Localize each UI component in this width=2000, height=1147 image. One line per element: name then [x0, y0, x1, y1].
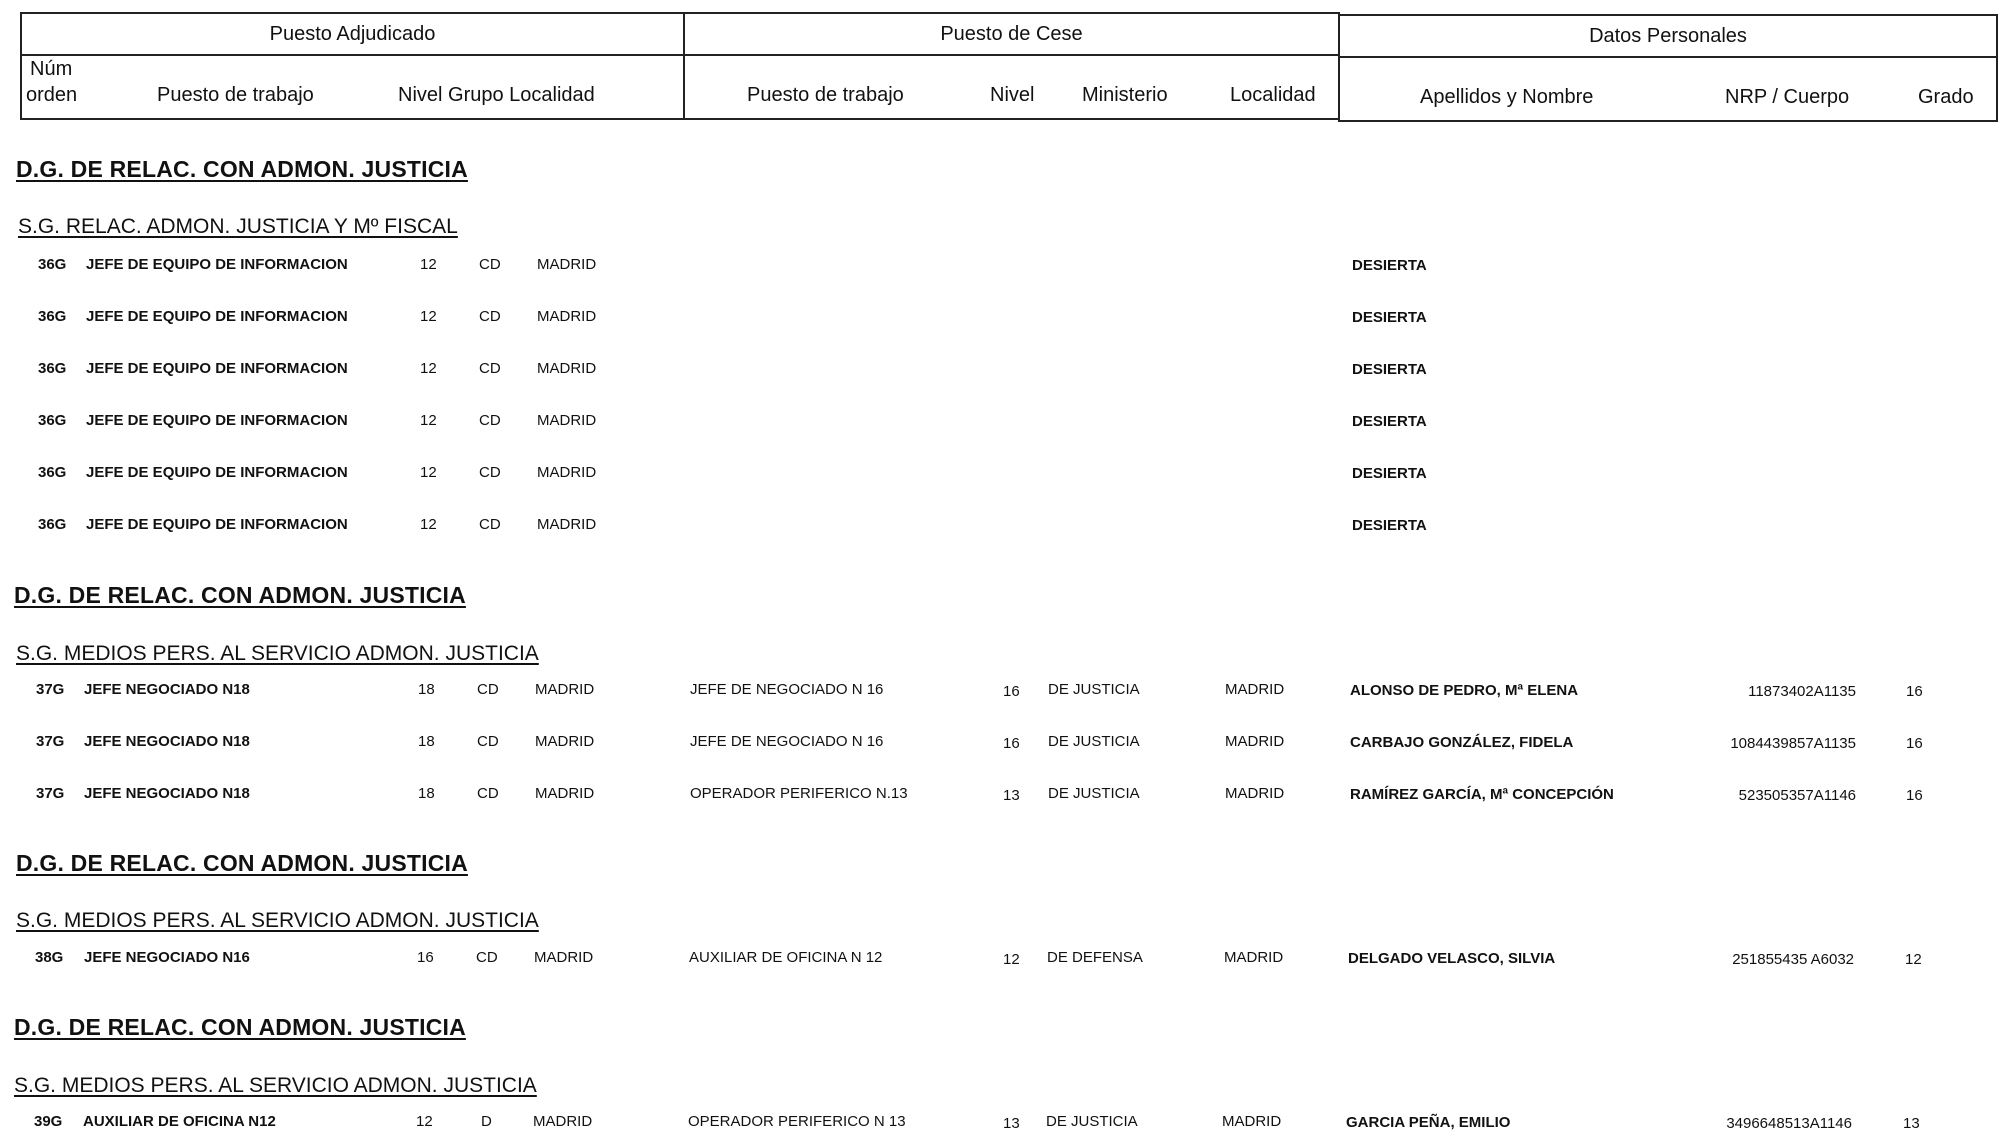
col-apellidos-nombre: Apellidos y Nombre — [1420, 86, 1594, 108]
apellidos-nombre: DESIERTA — [1352, 465, 1427, 482]
cese-nivel: 13 — [1003, 787, 1020, 804]
cese-puesto: OPERADOR PERIFERICO N 13 — [688, 1113, 906, 1130]
localidad: MADRID — [537, 412, 597, 429]
nivel: 12 — [420, 360, 437, 377]
puesto: JEFE DE EQUIPO DE INFORMACION — [86, 412, 348, 429]
nrp-cuerpo: 251855435 A6032 — [1732, 951, 1854, 968]
grupo: CD — [479, 308, 501, 325]
nrp-cuerpo: 523505357A1146 — [1738, 787, 1856, 804]
nivel: 12 — [420, 464, 437, 481]
puesto: JEFE NEGOCIADO N18 — [84, 681, 250, 698]
puesto: AUXILIAR DE OFICINA N12 — [83, 1113, 276, 1130]
localidad: MADRID — [533, 1113, 593, 1130]
grado: 12 — [1905, 951, 1922, 968]
cese-nivel: 13 — [1003, 1115, 1020, 1132]
num-orden: 36G — [38, 360, 67, 377]
apellidos-nombre: DESIERTA — [1352, 413, 1427, 430]
col-cese-nivel: Nivel — [990, 84, 1035, 106]
cese-nivel: 16 — [1003, 735, 1020, 752]
grado: 13 — [1903, 1115, 1920, 1132]
section-dg-title: D.G. DE RELAC. CON ADMON. JUSTICIA — [14, 1014, 466, 1040]
section-sg-title: S.G. MEDIOS PERS. AL SERVICIO ADMON. JUSTICIA — [16, 642, 539, 665]
num-orden: 36G — [38, 412, 67, 429]
cese-ministerio: DE JUSTICIA — [1048, 681, 1140, 698]
col-cese-puesto-trabajo: Puesto de trabajo — [747, 84, 904, 106]
apellidos-nombre: DESIERTA — [1352, 361, 1427, 378]
grupo: CD — [479, 464, 501, 481]
cese-ministerio: DE JUSTICIA — [1048, 785, 1140, 802]
localidad: MADRID — [537, 256, 597, 273]
header-group-puesto-adjudicado — [20, 12, 685, 120]
cese-puesto: OPERADOR PERIFERICO N.13 — [690, 785, 908, 802]
localidad: MADRID — [537, 464, 597, 481]
col-cese-ministerio: Ministerio — [1082, 84, 1168, 106]
apellidos-nombre: RAMÍREZ GARCÍA, Mª CONCEPCIÓN — [1350, 786, 1614, 803]
puesto: JEFE DE EQUIPO DE INFORMACION — [86, 360, 348, 377]
group-title-puesto-cese: Puesto de Cese — [685, 14, 1338, 56]
col-nivel-grupo-localidad: Nivel Grupo Localidad — [398, 84, 595, 106]
num-orden: 36G — [38, 464, 67, 481]
grupo: CD — [476, 949, 498, 966]
grupo: CD — [477, 785, 499, 802]
apellidos-nombre: DESIERTA — [1352, 257, 1427, 274]
cese-puesto: JEFE DE NEGOCIADO N 16 — [690, 681, 884, 698]
localidad: MADRID — [535, 785, 595, 802]
section-sg-title: S.G. RELAC. ADMON. JUSTICIA Y Mº FISCAL — [18, 215, 458, 238]
grupo: CD — [479, 516, 501, 533]
num-orden: 38G — [35, 949, 64, 966]
cese-localidad: MADRID — [1225, 733, 1285, 750]
grupo: CD — [477, 681, 499, 698]
nivel: 18 — [418, 733, 435, 750]
nrp-cuerpo: 3496648513A1146 — [1726, 1115, 1852, 1132]
grupo: CD — [479, 412, 501, 429]
col-cese-localidad: Localidad — [1230, 84, 1316, 106]
col-puesto-trabajo: Puesto de trabajo — [157, 84, 314, 106]
grupo: CD — [479, 360, 501, 377]
apellidos-nombre: DESIERTA — [1352, 309, 1427, 326]
nrp-cuerpo: 11873402A1135 — [1748, 683, 1856, 700]
puesto: JEFE NEGOCIADO N18 — [84, 733, 250, 750]
apellidos-nombre: DELGADO VELASCO, SILVIA — [1348, 950, 1556, 967]
num-orden: 36G — [38, 516, 67, 533]
header-group-datos-personales — [1338, 14, 1998, 122]
nivel: 18 — [418, 785, 435, 802]
nivel: 12 — [420, 412, 437, 429]
apellidos-nombre: CARBAJO GONZÁLEZ, FIDELA — [1350, 734, 1574, 751]
nivel: 18 — [418, 681, 435, 698]
nivel: 12 — [416, 1113, 433, 1130]
nrp-cuerpo: 1084439857A1135 — [1730, 735, 1856, 752]
num-orden: 36G — [38, 308, 67, 325]
grupo: CD — [479, 256, 501, 273]
localidad: MADRID — [537, 308, 597, 325]
section-sg-title: S.G. MEDIOS PERS. AL SERVICIO ADMON. JUSTICIA — [14, 1074, 537, 1097]
group-title-datos-personales: Datos Personales — [1340, 16, 1996, 58]
col-num-orden-2: orden — [26, 84, 78, 106]
grupo: CD — [477, 733, 499, 750]
section-dg-title: D.G. DE RELAC. CON ADMON. JUSTICIA — [16, 850, 468, 876]
section-sg-title: S.G. MEDIOS PERS. AL SERVICIO ADMON. JUSTICIA — [16, 909, 539, 932]
apellidos-nombre: DESIERTA — [1352, 517, 1427, 534]
cese-puesto: JEFE DE NEGOCIADO N 16 — [690, 733, 884, 750]
localidad: MADRID — [535, 681, 595, 698]
col-grado: Grado — [1918, 86, 1974, 108]
grupo: D — [481, 1113, 492, 1130]
grado: 16 — [1906, 787, 1923, 804]
num-orden: 37G — [36, 785, 65, 802]
cese-localidad: MADRID — [1225, 681, 1285, 698]
puesto: JEFE DE EQUIPO DE INFORMACION — [86, 464, 348, 481]
cese-nivel: 16 — [1003, 683, 1020, 700]
puesto: JEFE NEGOCIADO N16 — [84, 949, 250, 966]
cese-nivel: 12 — [1003, 951, 1020, 968]
puesto: JEFE DE EQUIPO DE INFORMACION — [86, 516, 348, 533]
num-orden: 37G — [36, 681, 65, 698]
num-orden: 37G — [36, 733, 65, 750]
grado: 16 — [1906, 683, 1923, 700]
col-num-orden-1: Núm — [30, 58, 73, 80]
section-dg-title: D.G. DE RELAC. CON ADMON. JUSTICIA — [14, 582, 466, 608]
nivel: 16 — [417, 949, 434, 966]
cese-localidad: MADRID — [1225, 785, 1285, 802]
cese-puesto: AUXILIAR DE OFICINA N 12 — [689, 949, 883, 966]
puesto: JEFE DE EQUIPO DE INFORMACION — [86, 308, 348, 325]
num-orden: 39G — [34, 1113, 63, 1130]
nivel: 12 — [420, 256, 437, 273]
localidad: MADRID — [537, 360, 597, 377]
localidad: MADRID — [535, 733, 595, 750]
cese-ministerio: DE JUSTICIA — [1046, 1113, 1138, 1130]
group-title-puesto-adjudicado: Puesto Adjudicado — [22, 14, 683, 56]
cese-ministerio: DE JUSTICIA — [1048, 733, 1140, 750]
localidad: MADRID — [534, 949, 594, 966]
section-dg-title: D.G. DE RELAC. CON ADMON. JUSTICIA — [16, 156, 468, 182]
localidad: MADRID — [537, 516, 597, 533]
apellidos-nombre: ALONSO DE PEDRO, Mª ELENA — [1350, 682, 1579, 699]
num-orden: 36G — [38, 256, 67, 273]
apellidos-nombre: GARCIA PEÑA, EMILIO — [1346, 1114, 1511, 1131]
nivel: 12 — [420, 516, 437, 533]
cese-localidad: MADRID — [1224, 949, 1284, 966]
puesto: JEFE DE EQUIPO DE INFORMACION — [86, 256, 348, 273]
col-nrp-cuerpo: NRP / Cuerpo — [1725, 86, 1850, 108]
grado: 16 — [1906, 735, 1923, 752]
cese-localidad: MADRID — [1222, 1113, 1282, 1130]
puesto: JEFE NEGOCIADO N18 — [84, 785, 250, 802]
nivel: 12 — [420, 308, 437, 325]
header-group-puesto-cese — [683, 12, 1340, 120]
cese-ministerio: DE DEFENSA — [1047, 949, 1143, 966]
